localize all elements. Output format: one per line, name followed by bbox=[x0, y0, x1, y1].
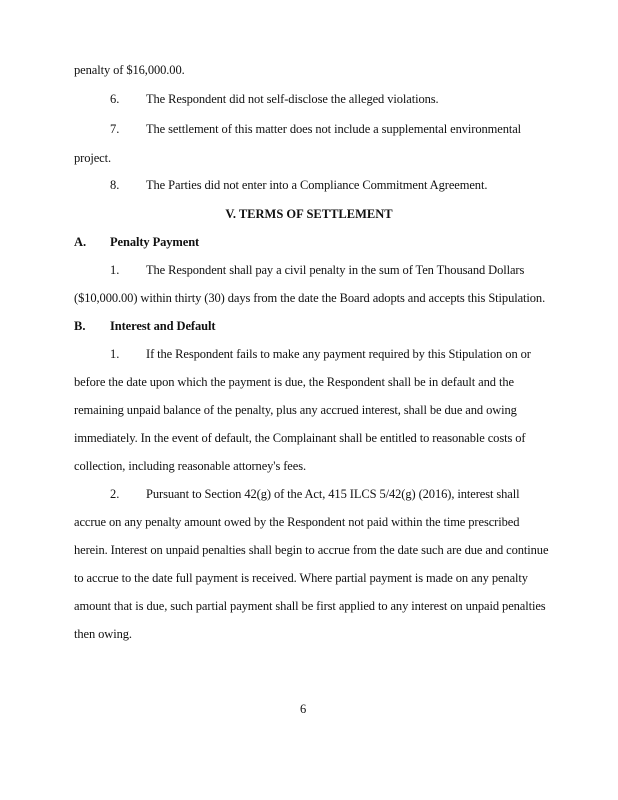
subsection-letter: B. bbox=[74, 319, 86, 333]
paragraph-text: collection, including reasonable attorney's fees. bbox=[74, 459, 306, 473]
paragraph-text: If the Respondent fails to make any payment required by this Stipulation on or bbox=[146, 347, 531, 361]
subsection-title: Penalty Payment bbox=[110, 235, 200, 249]
section-heading: V. TERMS OF SETTLEMENT bbox=[225, 207, 393, 221]
paragraph-number: 7. bbox=[110, 122, 120, 136]
paragraph-text: immediately. In the event of default, the Complainant shall be entitled to reasonable costs of bbox=[74, 431, 526, 445]
paragraph-number: 1. bbox=[110, 263, 120, 277]
paragraph-text: then owing. bbox=[74, 627, 132, 641]
subsection-letter: A. bbox=[74, 235, 87, 249]
paragraph-text: The settlement of this matter does not include a supplemental environmental bbox=[146, 122, 522, 136]
paragraph-text: accrue on any penalty amount owed by the Respondent not paid within the time prescribed bbox=[74, 515, 520, 529]
paragraph-text: The Parties did not enter into a Compliance Commitment Agreement. bbox=[146, 178, 488, 192]
paragraph-text: amount that is due, such partial payment shall be first applied to any interest on unpaid penalties bbox=[74, 599, 546, 613]
page-number: 6 bbox=[300, 702, 307, 716]
paragraph-number: 8. bbox=[110, 178, 120, 192]
paragraph-number: 6. bbox=[110, 92, 120, 106]
paragraph-number: 1. bbox=[110, 347, 120, 361]
paragraph-text: to accrue to the date full payment is received. Where partial payment is made on any penalty bbox=[74, 571, 528, 585]
paragraph-text: before the date upon which the payment is due, the Respondent shall be in default and the bbox=[74, 375, 514, 389]
paragraph-text: The Respondent shall pay a civil penalty in the sum of Ten Thousand Dollars bbox=[146, 263, 525, 277]
carryover-text: penalty of $16,000.00. bbox=[74, 63, 185, 77]
subsection-title: Interest and Default bbox=[110, 319, 216, 333]
paragraph-text: remaining unpaid balance of the penalty, plus any accrued interest, shall be due and owing bbox=[74, 403, 517, 417]
paragraph-number: 2. bbox=[110, 487, 120, 501]
paragraph-text: ($10,000.00) within thirty (30) days from the date the Board adopts and accepts this Stipulation. bbox=[74, 291, 546, 305]
paragraph-text: project. bbox=[74, 151, 112, 165]
paragraph-text: herein. Interest on unpaid penalties shall begin to accrue from the date such are due and continue bbox=[74, 543, 549, 557]
paragraph-text: The Respondent did not self-disclose the alleged violations. bbox=[146, 92, 439, 106]
paragraph-text: Pursuant to Section 42(g) of the Act, 415 ILCS 5/42(g) (2016), interest shall bbox=[146, 487, 520, 501]
